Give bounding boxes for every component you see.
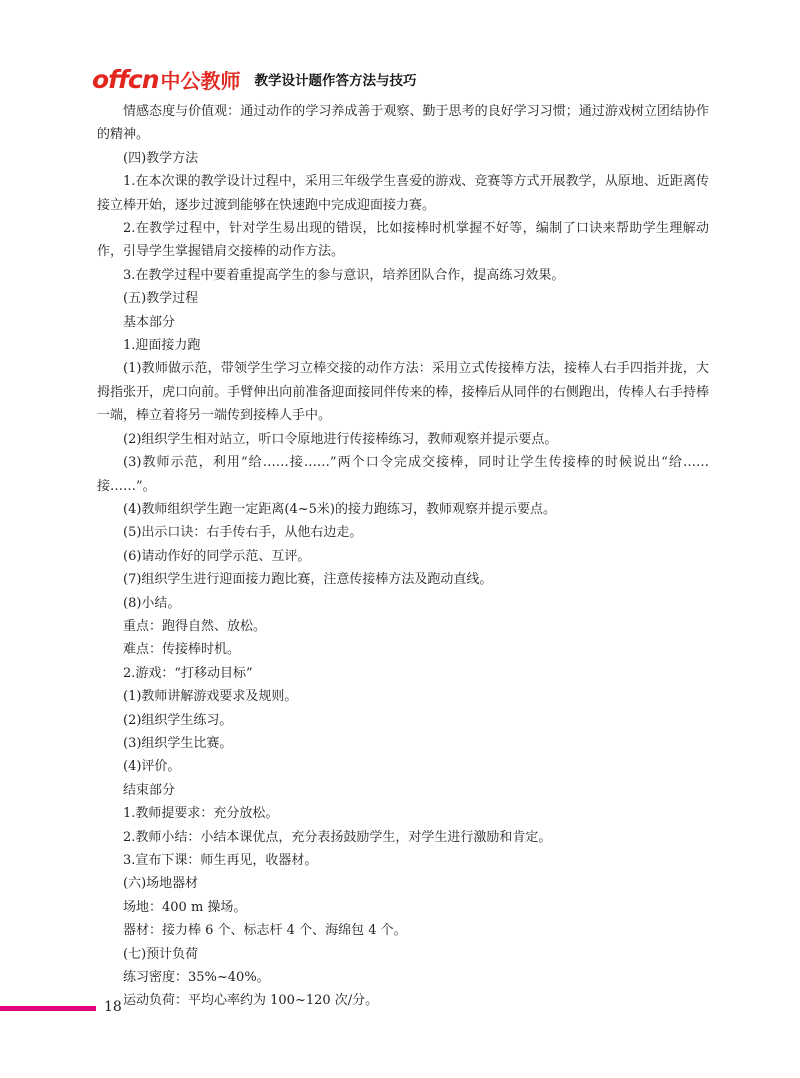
list-item: (3)教师示范，利用“给……接……”两个口令完成交接棒，同时让学生传接棒的时候说出“给……接……”。 <box>97 455 709 494</box>
section-heading: (六)场地器材 <box>123 876 199 892</box>
subsection-heading: 基本部分 <box>123 314 176 330</box>
item-heading: 1.迎面接力跑 <box>123 338 201 354</box>
footer-accent-bar <box>0 1006 96 1011</box>
running-title: 教学设计题作答方法与技巧 <box>254 73 417 89</box>
list-item: (5)出示口诀：右手传右手，从他右边走。 <box>123 525 363 541</box>
list-item: 1.教师提要求：充分放松。 <box>123 806 279 822</box>
list-item: (4)教师组织学生跑一定距离(4~5米)的接力跑练习，教师观察并提示要点。 <box>123 501 556 517</box>
key-point: 重点：跑得自然、放松。 <box>123 618 267 634</box>
page-body <box>97 100 709 1013</box>
equipment-line: 器材：接力棒 6 个、标志杆 4 个、海绵包 4 个。 <box>123 923 407 939</box>
list-item: (1)教师讲解游戏要求及规则。 <box>123 689 298 705</box>
list-item: (2)组织学生相对站立，听口令原地进行传接棒练习，教师观察并提示要点。 <box>123 431 558 447</box>
list-item: (3)组织学生比赛。 <box>123 735 233 751</box>
paragraph: 情感态度与价值观：通过动作的学习养成善于观察、勤于思考的良好学习习惯；通过游戏树立团结协作的精神。 <box>97 104 709 143</box>
item-heading: 2.游戏：“打移动目标” <box>123 665 253 681</box>
list-item: (1)教师做示范，带领学生学习立棒交接的动作方法：采用立式传接棒方法，接棒人右手四指并拢，大拇指张开，虎口向前。手臂伸出向前准备迎面接同伴传来的棒，接棒后从同伴的右侧跑出，传棒人右手持棒一端，棒立着将另一端传到接棒人手中。 <box>97 361 709 424</box>
paragraph: 3.在教学过程中要着重提高学生的参与意识，培养团队合作，提高练习效果。 <box>123 267 565 283</box>
section-heading: (七)预计负荷 <box>123 946 199 962</box>
page-number: 18 <box>104 999 122 1015</box>
logo-text-en: offcn <box>92 64 159 94</box>
list-item: 3.宣布下课：师生再见，收器材。 <box>123 853 318 868</box>
offcn-logo <box>92 65 241 94</box>
difficulty-point: 难点：传接棒时机。 <box>123 642 241 658</box>
section-heading: (四)教学方法 <box>123 150 199 166</box>
page-header <box>92 62 712 96</box>
load-line: 运动负荷：平均心率约为 100~120 次/分。 <box>123 993 379 1009</box>
list-item: (6)请动作好的同学示范、互评。 <box>123 548 311 564</box>
venue-line: 场地：400 m 操场。 <box>123 899 247 915</box>
paragraph: 1.在本次课的教学设计过程中，采用三年级学生喜爱的游戏、竞赛等方式开展教学，从原地、近距离传接立棒开始，逐步过渡到能够在快速跑中完成迎面接力赛。 <box>97 174 709 213</box>
list-item: 2.教师小结：小结本课优点，充分表扬鼓励学生，对学生进行激励和肯定。 <box>123 829 552 845</box>
list-item: (2)组织学生练习。 <box>123 712 233 728</box>
subsection-heading: 结束部分 <box>123 782 176 798</box>
density-line: 练习密度：35%~40%。 <box>123 970 270 986</box>
paragraph: 2.在教学过程中，针对学生易出现的错误，比如接棒时机掌握不好等，编制了口诀来帮助学生理解动作，引导学生掌握错肩交接棒的动作方法。 <box>97 221 709 260</box>
list-item: (8)小结。 <box>123 595 181 611</box>
section-heading: (五)教学过程 <box>123 291 199 307</box>
list-item: (7)组织学生进行迎面接力跑比赛，注意传接棒方法及跑动直线。 <box>123 572 493 588</box>
list-item: (4)评价。 <box>123 759 181 775</box>
logo-text-cn: 中公教师 <box>160 68 241 93</box>
